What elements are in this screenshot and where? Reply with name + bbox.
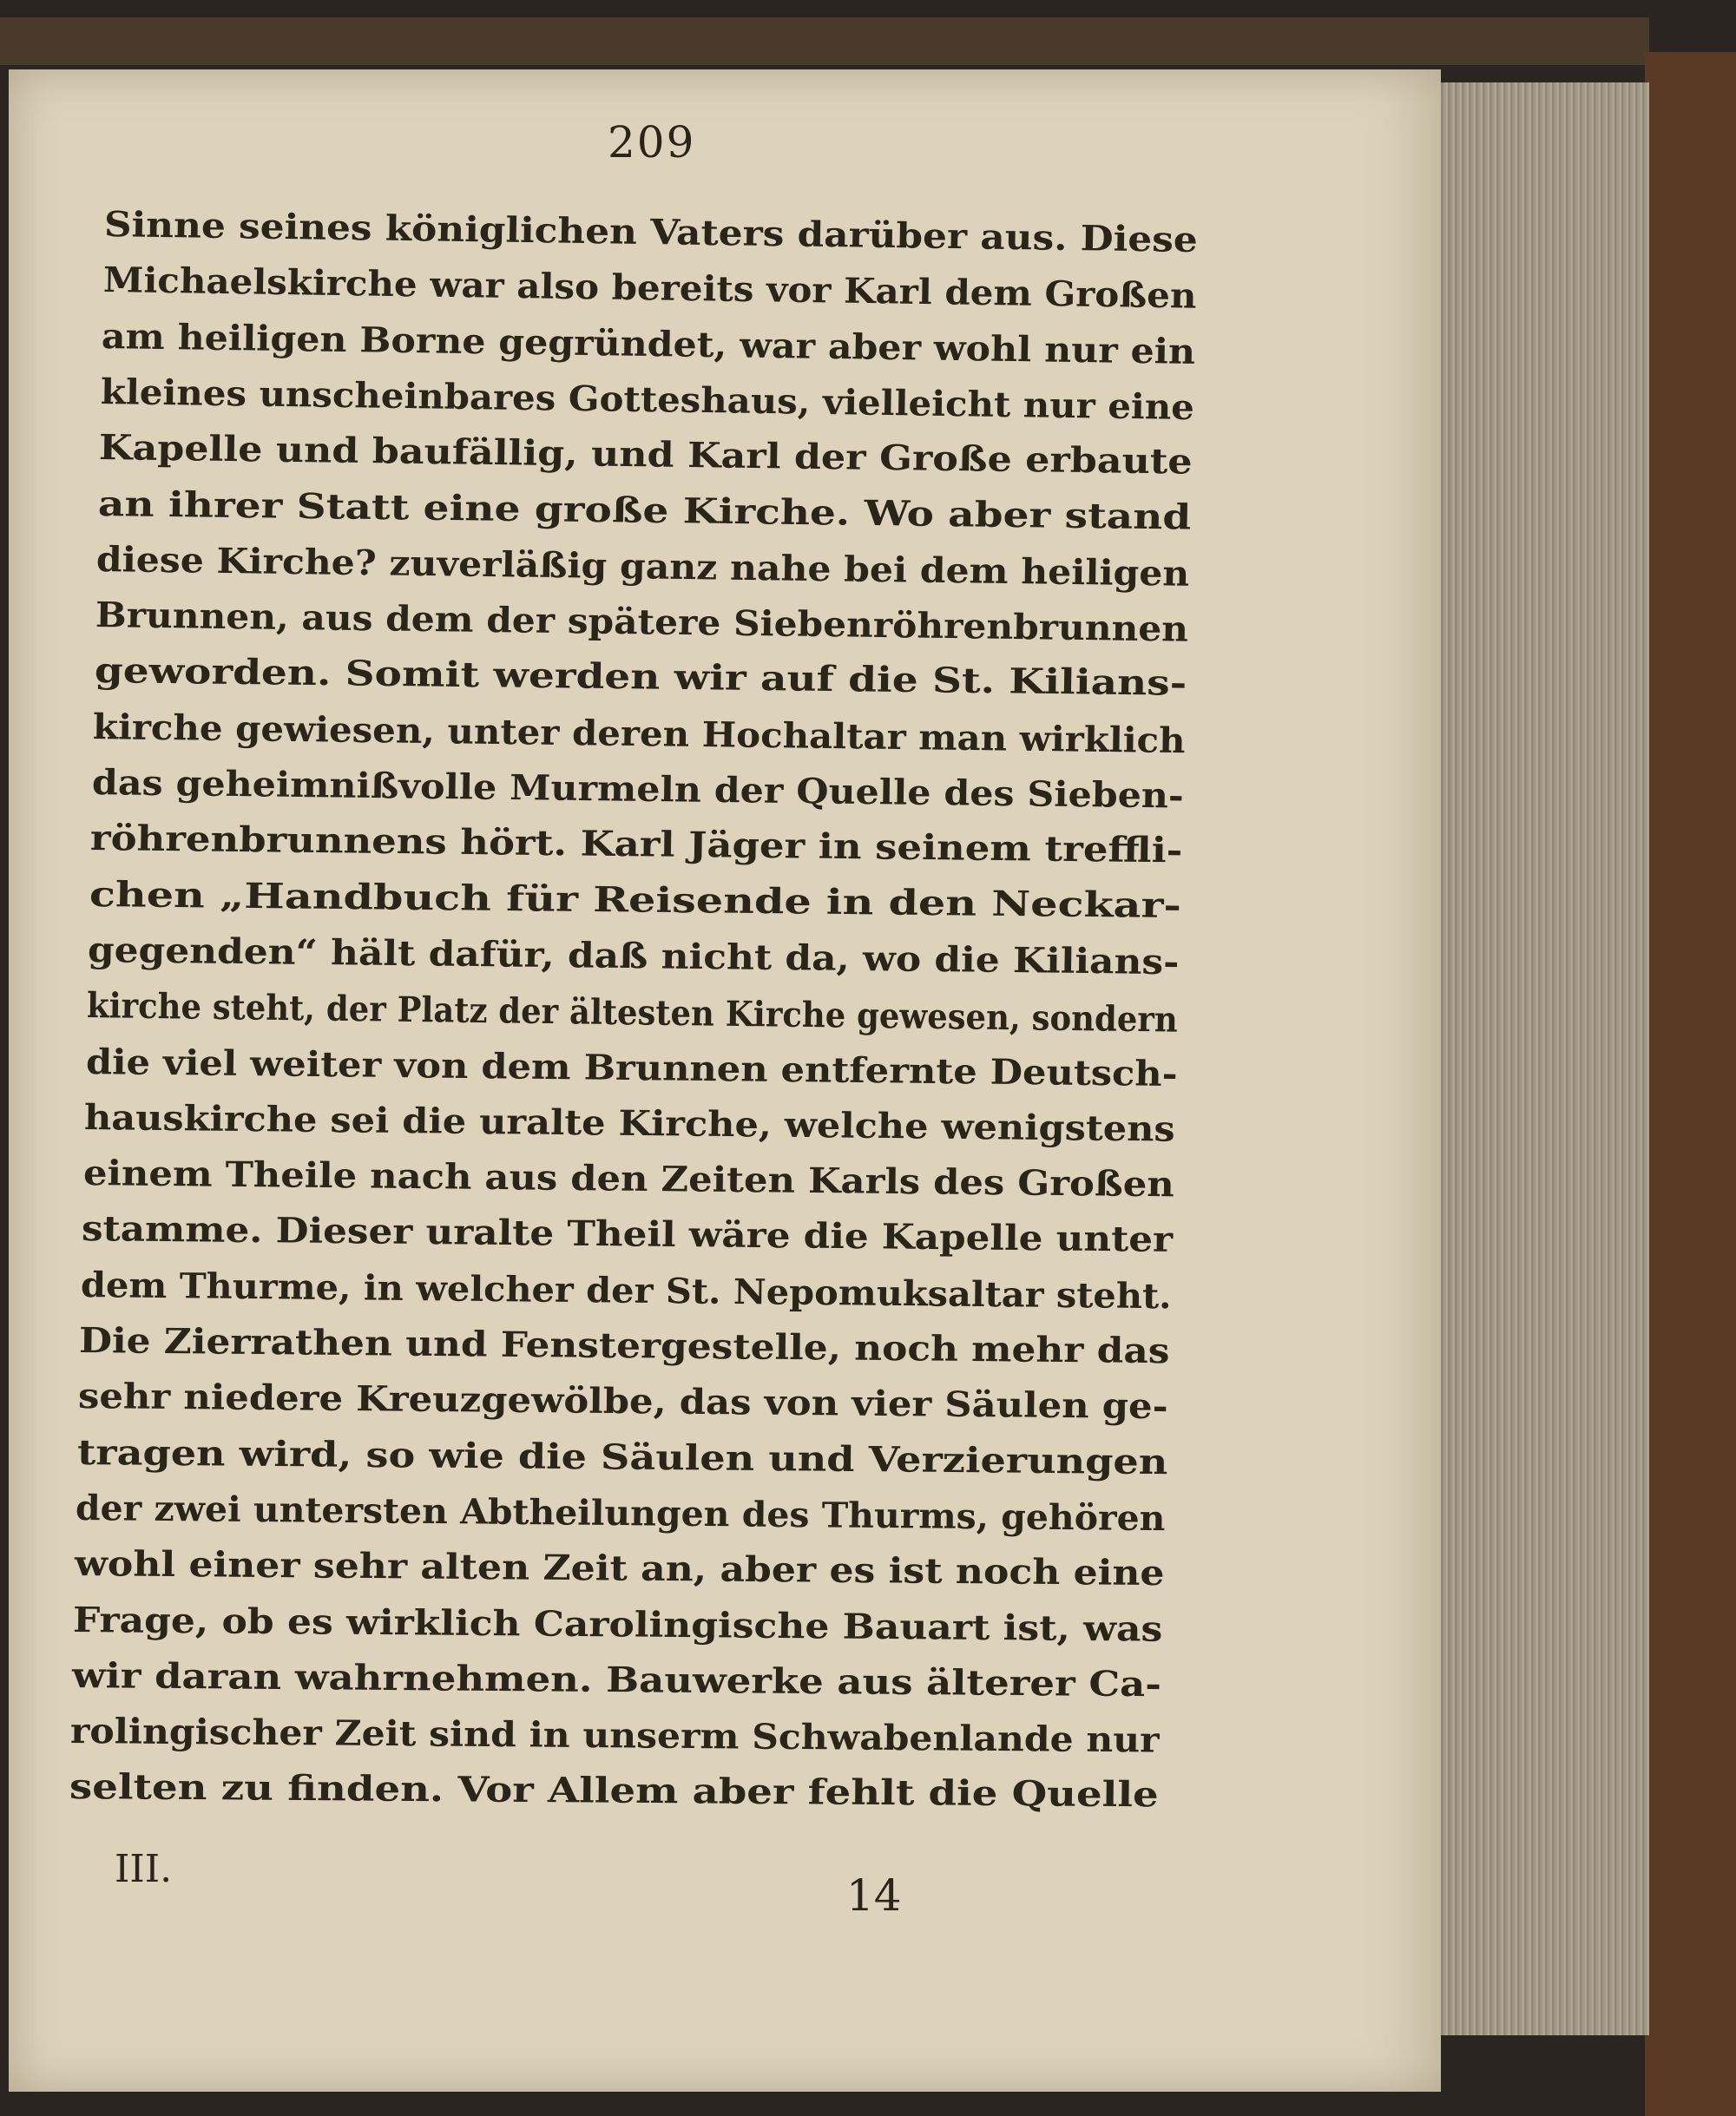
text-line: gegenden“ hält dafür, daß nicht da, wo die Kilians- bbox=[88, 929, 1180, 983]
text-line: Michaelskirche war also bereits vor Karl dem Großen bbox=[102, 260, 1197, 317]
text-line: Brunnen, aus dem der spätere Siebenröhrenbrunnen bbox=[95, 595, 1189, 650]
text-line: an ihrer Statt eine große Kirche. Wo aber stand bbox=[97, 483, 1192, 538]
folio-number: 14 bbox=[846, 1870, 902, 1921]
text-line: kirche gewiesen, unter deren Hochaltar man wirklich bbox=[92, 706, 1187, 761]
text-line: die viel weiter von dem Brunnen entfernte Deutsch- bbox=[85, 1041, 1178, 1094]
text-line: dem Thurme, in welcher der St. Nepomuksaltar steht. bbox=[80, 1264, 1172, 1318]
text-line: röhrenbrunnens hört. Karl Jäger in seinem treffli- bbox=[89, 818, 1183, 871]
book-cover-edge bbox=[1645, 52, 1736, 2116]
signature-mark: III. bbox=[115, 1847, 173, 1891]
text-line: Kapelle und baufällig, und Karl der Große erbaute bbox=[98, 427, 1194, 483]
text-line: diese Kirche? zuverläßig ganz nahe bei dem heiligen bbox=[96, 538, 1191, 595]
text-line: Frage, ob es wirklich Carolingische Bauart ist, was bbox=[73, 1599, 1163, 1650]
page-edges bbox=[1424, 82, 1649, 2035]
text-line: sehr niedere Kreuzgewölbe, das von vier Säulen ge- bbox=[77, 1376, 1168, 1428]
text-line: selten zu finden. Vor Allem aber fehlt die Quelle bbox=[69, 1766, 1159, 1816]
text-line: geworden. Somit werden wir auf die St. Kilians- bbox=[94, 650, 1187, 705]
text-line: der zwei untersten Abtheilungen des Thurms, gehören bbox=[75, 1487, 1166, 1540]
text-line: Sinne seines königlichen Vaters darüber aus. Diese bbox=[103, 204, 1199, 261]
page-number: 209 bbox=[608, 117, 696, 168]
text-line: wir daran wahrnehmen. Bauwerke aus älterer Ca- bbox=[71, 1654, 1162, 1705]
text-line: tragen wird, so wie die Säulen und Verzierungen bbox=[76, 1431, 1168, 1482]
text-line: kirche steht, der Platz der ältesten Kirche gewesen, sondern bbox=[86, 985, 1178, 1041]
text-line: chen „Handbuch für Reisende in den Neckar- bbox=[89, 873, 1182, 926]
text-line: am heiligen Borne gegründet, war aber wohl nur ein bbox=[101, 315, 1196, 372]
text-line: hauskirche sei die uralte Kirche, welche wenigstens bbox=[83, 1096, 1176, 1150]
text-line: rolingischer Zeit sind in unserm Schwabenlande nur bbox=[70, 1711, 1161, 1761]
book-cover-top bbox=[0, 17, 1649, 65]
text-line: wohl einer sehr alten Zeit an, aber es ist noch eine bbox=[74, 1543, 1165, 1594]
text-line: einem Theile nach aus den Zeiten Karls des Großen bbox=[82, 1153, 1174, 1206]
text-line: stamme. Dieser uralte Theil wäre die Kapelle unter bbox=[81, 1208, 1174, 1261]
text-line: das geheimnißvolle Murmeln der Quelle des Sieben- bbox=[91, 762, 1184, 817]
text-line: Die Zierrathen und Fenstergestelle, noch mehr das bbox=[79, 1320, 1171, 1372]
text-line: kleines unscheinbares Gotteshaus, vielleicht nur eine bbox=[100, 371, 1194, 428]
